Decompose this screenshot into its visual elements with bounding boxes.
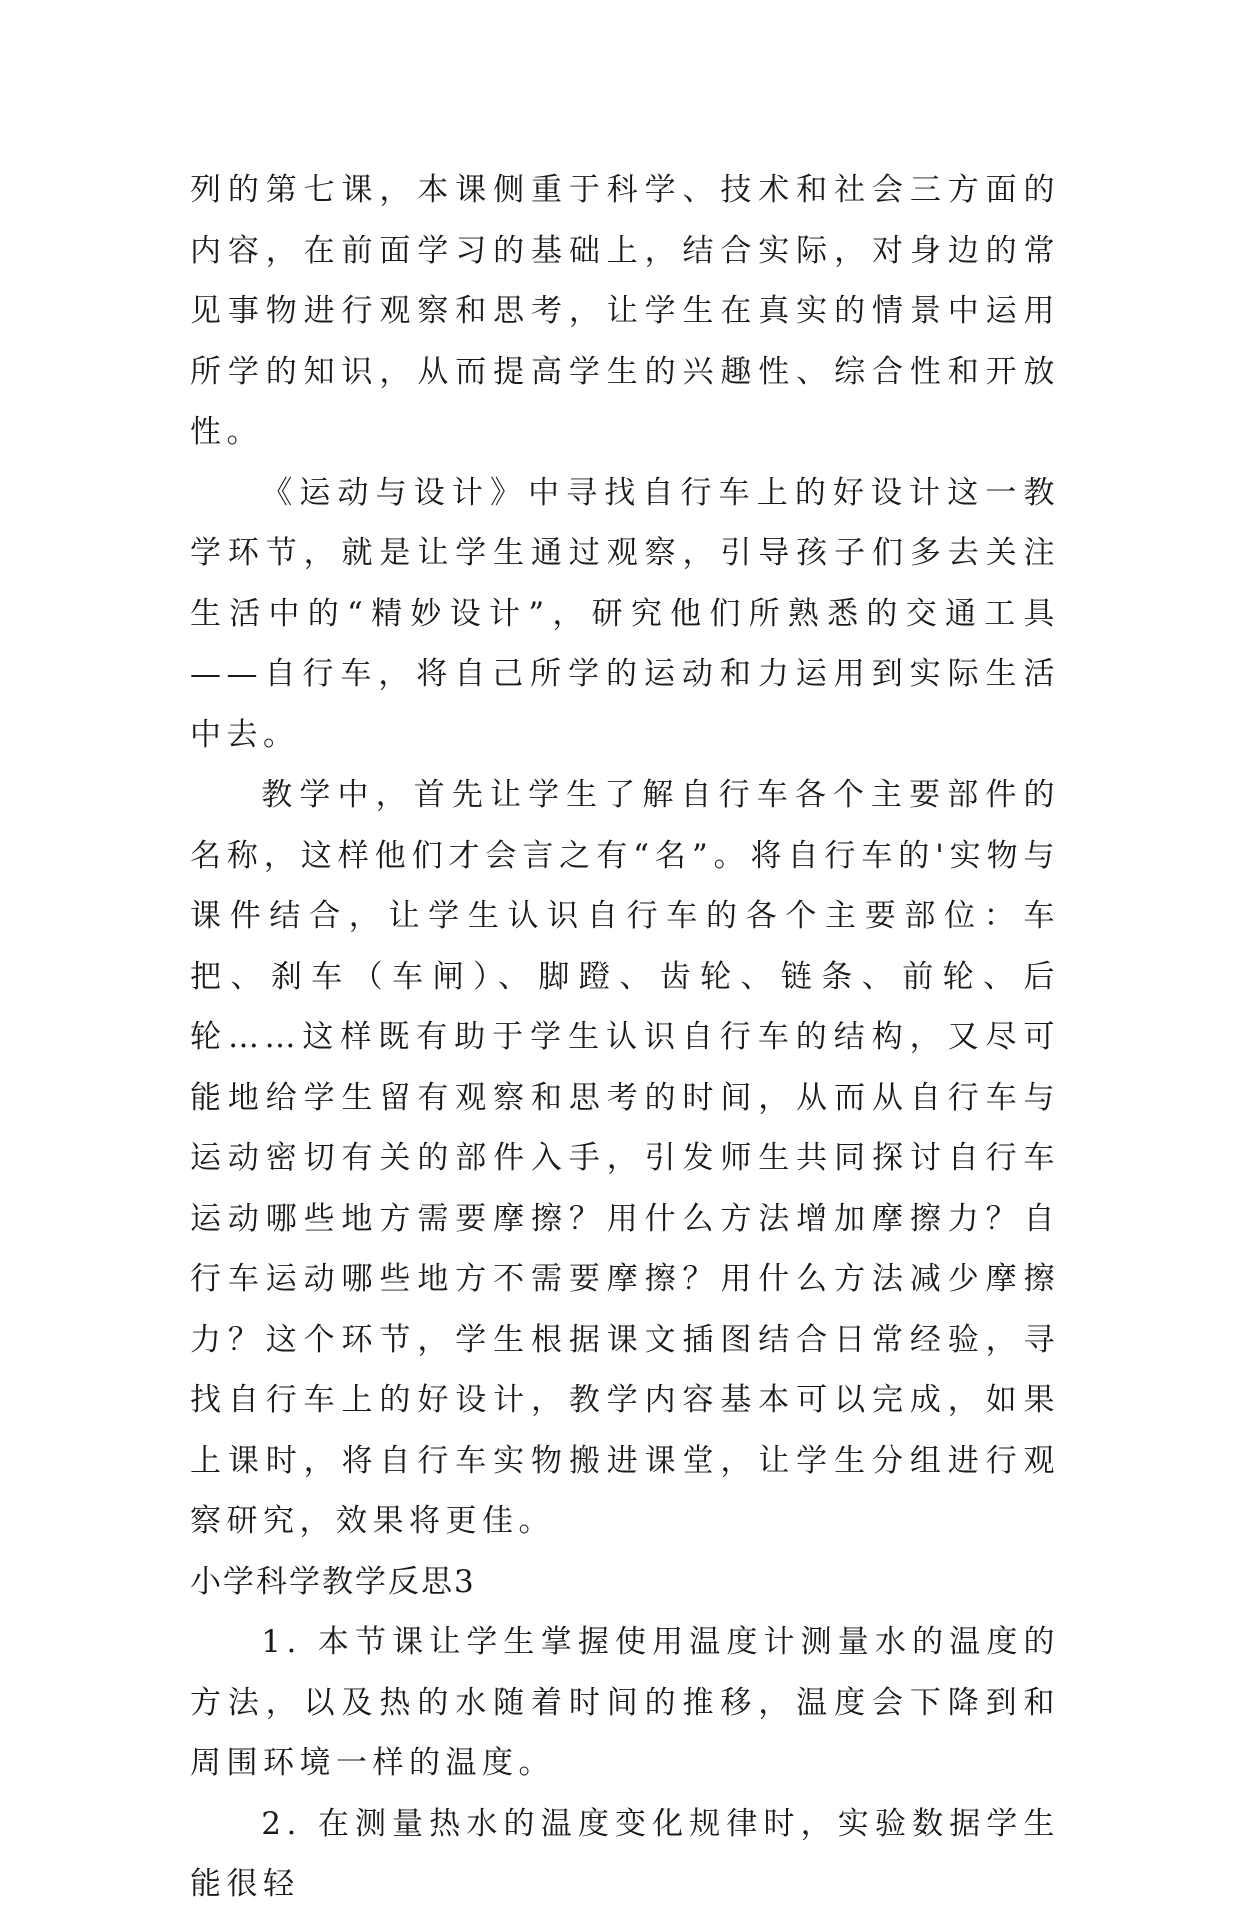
paragraph-continuation: 列的第七课，本课侧重于科学、技术和社会三方面的内容，在前面学习的基础上，结合实际，对身边的常见事物进行观察和思考，让学生在真实的情景中运用所学的知识，从而提高学生的兴趣性、综合性和开放性。 — [190, 172, 1060, 450]
paragraph-bicycle-parts: 教学中，首先让学生了解自行车各个主要部件的名称，这样他们才会言之有“名”。将自行车的'实物与课件结合，让学生认识自行车的各个主要部位：车把、刹车（车闸）、脚蹬、齿轮、链条、前轮、后轮……这样既有助于学生认识自行车的结构，又尽可能地给学生留有观察和思考的时间，从而从自行车与运动密切有关的部件入手，引发师生共同探讨自行车运动哪些地方需要摩擦？用什么方法增加摩擦力？自行车运动哪些地方不需要摩擦？用什么方法减少摩擦力？这个环节，学生根据课文插图结合日常经验，寻找自行车上的好设计，教学内容基本可以完成，如果上课时，将自行车实物搬进课堂，让学生分组进行观察研究，效果将更佳。 — [190, 777, 1060, 1539]
paragraph-motion-design: 《运动与设计》中寻找自行车上的好设计这一教学环节，就是让学生通过观察，引导孩子们多去关注生活中的“精妙设计”，研究他们所熟悉的交通工具——自行车，将自己所学的运动和力运用到实际生活中去。 — [190, 474, 1060, 753]
document-body — [190, 160, 1060, 1915]
paragraph-point-2: 2. 在测量热水的温度变化规律时，实验数据学生能很轻 — [190, 1805, 1060, 1902]
section-heading: 小学科学教学反思3 — [190, 1563, 476, 1600]
paragraph-point-1: 1. 本节课让学生掌握使用温度计测量水的温度的方法，以及热的水随着时间的推移，温度会下降到和周围环境一样的温度。 — [190, 1624, 1060, 1781]
